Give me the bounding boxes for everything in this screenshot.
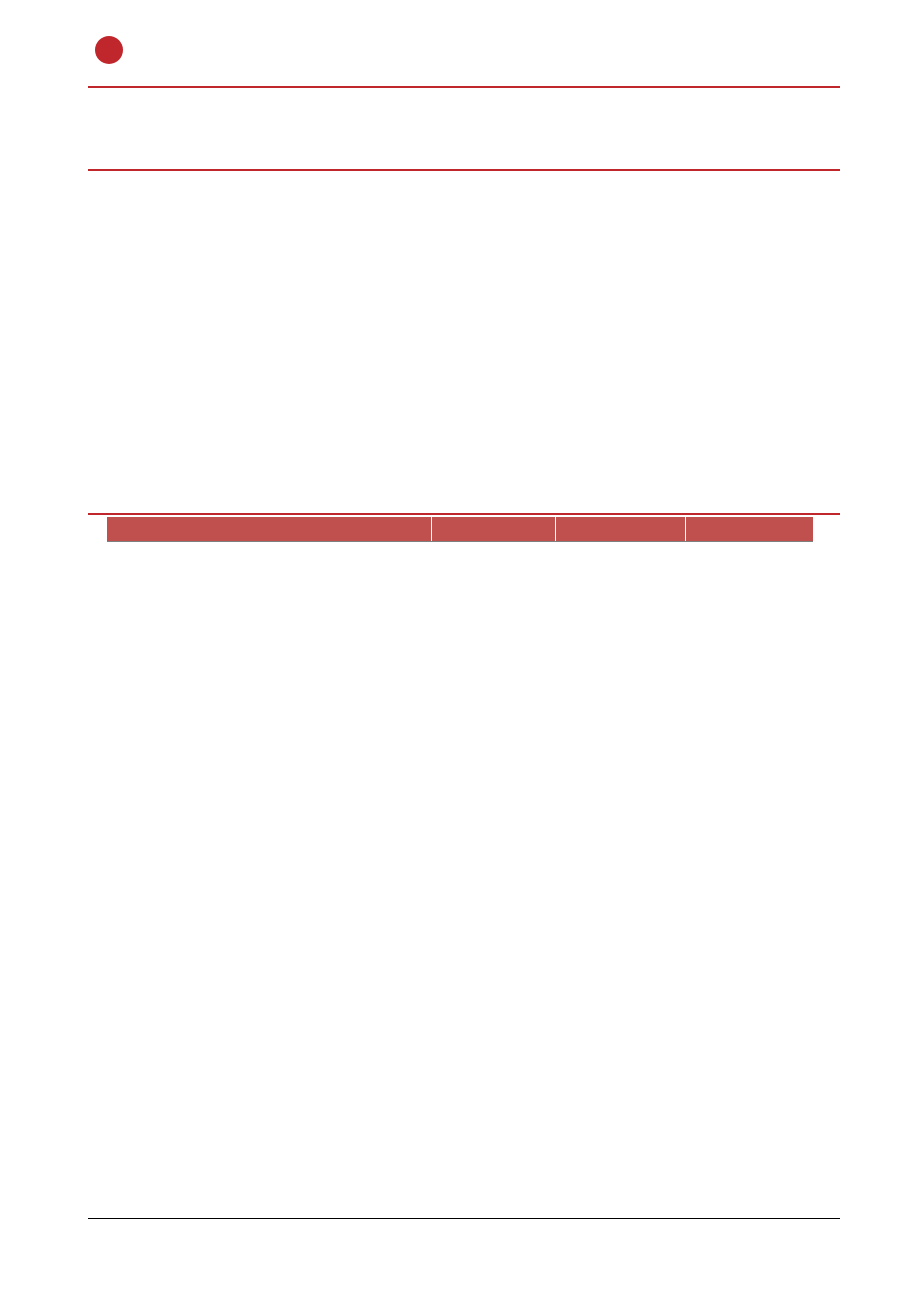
- logo-icon: [95, 36, 123, 64]
- header-industry: [107, 517, 431, 541]
- header-2022q1: [431, 517, 556, 541]
- table-body: [107, 541, 813, 542]
- table-header: [107, 517, 813, 541]
- header-divider: [88, 86, 840, 88]
- header-2021q4: [555, 517, 686, 541]
- industry-allocation-table: [107, 517, 813, 542]
- caption-rule: [88, 513, 840, 515]
- header-change: [685, 517, 812, 541]
- table-bottom-rule: [88, 169, 840, 171]
- footer-divider: [88, 1218, 840, 1219]
